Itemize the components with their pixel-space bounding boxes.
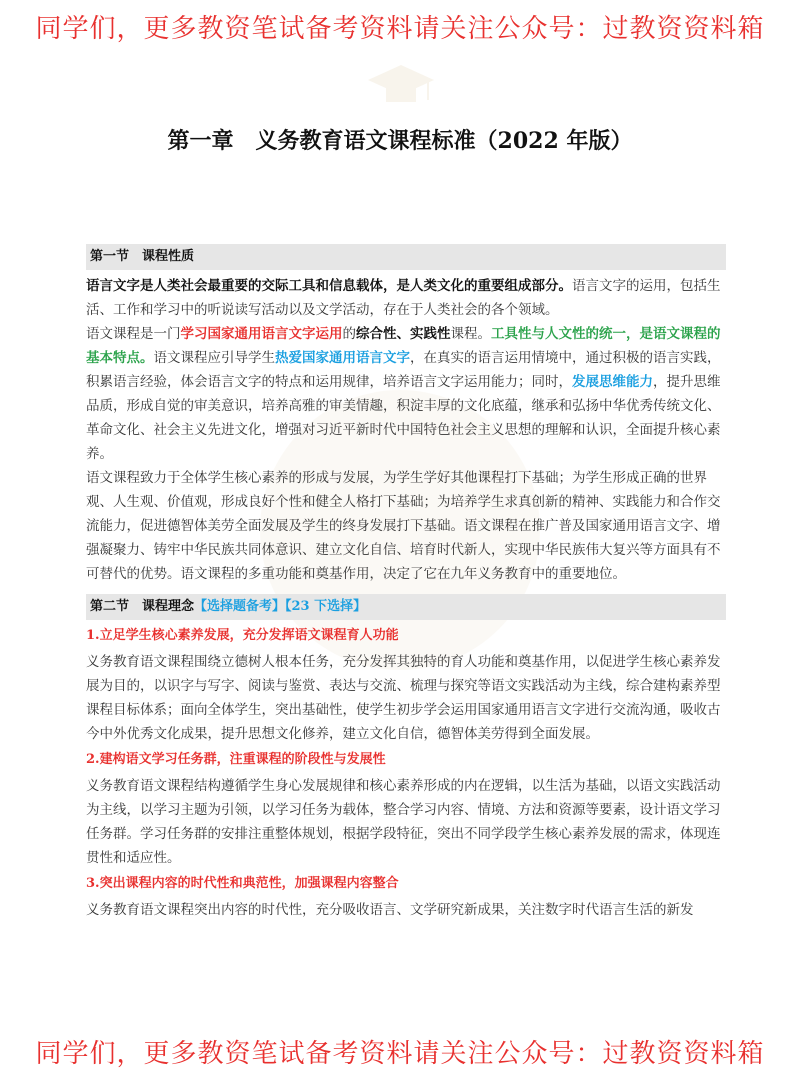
top-banner: 同学们，更多教资笔试备考资料请关注公众号：过教资资料箱 — [35, 14, 765, 44]
paragraph-2 — [86, 322, 726, 466]
p2-t1: 语文课程是一门 — [86, 326, 181, 342]
bottom-banner: 同学们，更多教资笔试备考资料请关注公众号：过教资资料箱 — [35, 1039, 765, 1069]
subparagraph-2: 义务教育语文课程结构遵循学生身心发展规律和核心素养形成的内在逻辑，以生活为基础，以语文实践活动为主线，以学习主题为引领，以学习任务为载体，整合学习内容、情境、方法和资源等要素，设计语文学习任务群。学习任务群的安排注重整体规划，根据学段特征，突出不同学段学生核心素养发展的需求，体现连贯性和适应性。 — [86, 778, 721, 866]
p2-green-highlight: 工具性与人文性的统一，是语文课程的基本特点。 — [86, 326, 721, 366]
section-heading-1 — [86, 244, 726, 270]
paragraph-3: 语文课程致力于全体学生核心素养的形成与发展，为学生学好其他课程打下基础；为学生形成正确的世界观、人生观、价值观，形成良好个性和健全人格打下基础；为培养学生求真创新的精神、实践能力和合作交流能力，促进德智体美劳全面发展及学生的终身发展打下基础。语文课程在推广普及国家通用语言文字、增强凝聚力、铸牢中华民族共同体意识、建立文化自信、培育时代新人，实现中华民族伟大复兴等方面具有不可替代的优势。语文课程的多重功能和奠基作用，决定了它在九年义务教育中的重要地位。 — [86, 470, 721, 582]
subheading-3: 3.突出课程内容的时代性和典范性，加强课程内容整合 — [86, 876, 399, 891]
paragraph-1-rest: 语言文字的运用，包括生活、工作和学习中的听说读写活动以及文学活动，存在于人类社会的各个领域。 — [86, 278, 721, 318]
p2-t5: ，在真实的语言运用情境中，通过积极的语言实践，积累语言经验，体会语言文字的特点和运用规律，培养语言文字运用能力；同时， — [86, 350, 721, 390]
subparagraph-1: 义务教育语文课程围绕立德树人根本任务，充分发挥其独特的育人功能和奠基作用，以促进学生核心素养发展为目的，以识字与写字、阅读与鉴赏、表达与交流、梳理与探究等语文实践活动为主线，综合建构素养型课程目标体系；面向全体学生，突出基础性，使学生初步学会运用国家通用语言文字进行交流沟通，吸收古今中外优秀文化成果，提升思想文化修养，建立文化自信，德智体美劳得到全面发展。 — [86, 654, 721, 742]
p2-t6: ，提升思维品质，形成自觉的审美意识，培养高雅的审美情趣，积淀丰厚的文化底蕴，继承和弘扬中华优秀传统文化、革命文化、社会主义先进文化，增强对习近平新时代中国特色社会主义思想的理解和认识，全面提升核心素养。 — [86, 374, 721, 462]
section-heading-2 — [86, 594, 726, 620]
chapter-title: 第一章 义务教育语文课程标准（2022 年版） — [167, 128, 633, 154]
p2-red-highlight: 学习国家通用语言文字运用 — [180, 326, 343, 342]
document-body — [86, 236, 726, 922]
p2-bold: 综合性、实践性 — [356, 326, 451, 342]
graduation-cap-watermark-icon — [366, 60, 436, 120]
p2-t2: 的 — [342, 326, 356, 342]
p2-t4: 语文课程应引导学生 — [153, 350, 275, 366]
subheading-2: 2.建构语文学习任务群，注重课程的阶段性与发展性 — [86, 752, 386, 767]
section-heading-1-text: 第一节 课程性质 — [90, 249, 195, 264]
p2-blue-highlight-2: 发展思维能力 — [572, 374, 653, 390]
section-heading-2-text: 第二节 课程理念 — [90, 599, 195, 614]
p2-blue-highlight-1: 热爱国家通用语言文字 — [275, 350, 410, 366]
section-heading-2-tag: 【选择题备考】【23 下选择】 — [194, 599, 367, 614]
subparagraph-3: 义务教育语文课程突出内容的时代性，充分吸收语言、文学研究新成果，关注数字时代语言生活的新发 — [86, 902, 694, 918]
p2-t3: 课程。 — [450, 326, 491, 342]
subheading-1: 1.立足学生核心素养发展，充分发挥语文课程育人功能 — [86, 628, 399, 643]
paragraph-1 — [86, 274, 726, 322]
paragraph-1-bold: 语言文字是人类社会最重要的交际工具和信息载体，是人类文化的重要组成部分。 — [86, 278, 572, 294]
